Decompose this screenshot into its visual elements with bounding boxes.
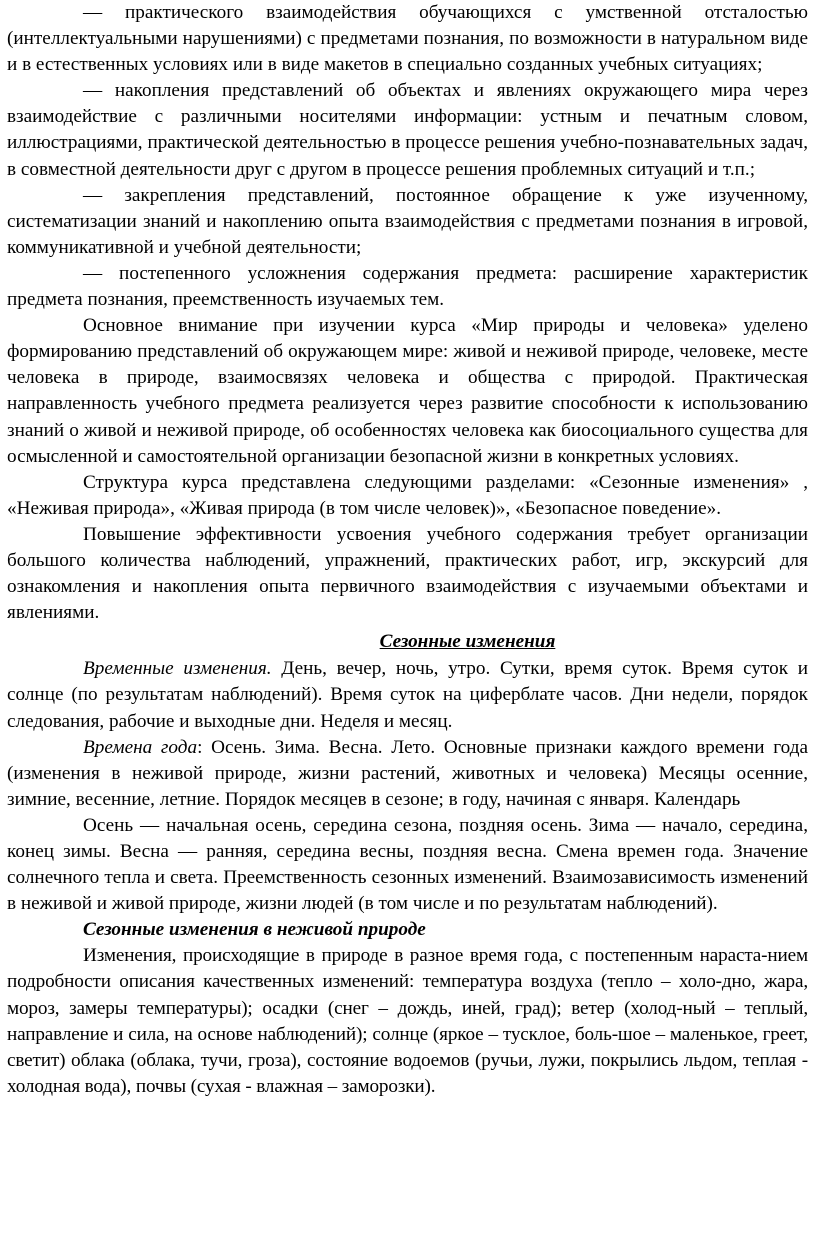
temporal-changes-text: День, вечер, ночь, утро. Сутки, время суток. Время суток и солнце (по результатам наблюдений). Время суток на циферблате часов. Дни недели, порядок следования, рабочие и выходные дни. Неделя и месяц. (7, 658, 808, 732)
paragraph-changes: Изменения, происходящие в природе в разное время года, с постепенным нараста-нием подробности описания качественных изменений: температура воздуха (тепло – холо-дно, жара, мороз, замеры температуры); осадки (снег – дождь, иней, град); ветер (холод-ный – теплый, направление и сила, на основе наблюдений); солнце (яркое – тусклое, боль-шое – маленькое, греет, светит) облака (облака, тучи, гроза), состояние водоемов (ручьи, лужи, покрылись льдом, теплая - холодная вода), почвы (сухая - влажная – заморозки). (7, 945, 808, 1097)
paragraph-accumulation: — накопления представлений об объектах и явлениях окружающего мира через взаимодействие с различными носителями информации: устным и печатным словом, иллюстрациями, практической деятельностью в процессе решения учебно-познавательных задач, в совместной деятельности друг с другом в процессе решения проблемных ситуаций и т.п.; (7, 80, 808, 180)
paragraph-practical-interaction: — практического взаимодействия обучающихся с умственной отсталостью (интеллектуальными нарушениями) с предметами познания, по возможности в натуральном виде и в естественных условиях или в виде макетов в специально созданных учебных ситуациях; (7, 2, 808, 76)
paragraph-consolidation: — закрепления представлений, постоянное обращение к уже изученному, систематизации знаний и накоплению опыта взаимодействия с предметами познания в игровой, коммуникативной и учебной деятельности; (7, 184, 808, 258)
section-heading: Сезонные изменения (379, 631, 556, 653)
paragraph-temporal-changes (7, 656, 808, 734)
paragraph-seasons (7, 735, 808, 813)
paragraph-efficiency: Повышение эффективности усвоения учебного содержания требует организации большого количества наблюдений, упражнений, практических работ, игр, экскурсий для ознакомления и накопления опыта первичного взаимодействия с изучаемыми объектами и явлениями. (7, 523, 808, 624)
paragraph-complication: — постепенного усложнения содержания предмета: расширение характеристик предмета познания, преемственность изучаемых тем. (7, 262, 808, 311)
temporal-changes-label: Временные изменения. (83, 658, 272, 680)
paragraph-autumn: Осень — начальная осень, середина сезона, поздняя осень. Зима — начало, середина, конец зимы. Весна — ранняя, середина весны, поздняя весна. Смена времен года. Значение солнечного тепла и света. Преемственность сезонных изменений. Взаимозависимость изменений в неживой и живой природе, жизни людей (в том числе и по результатам наблюдений). (7, 814, 808, 915)
paragraph-main-attention: Основное внимание при изучении курса «Мир природы и человека» уделено формированию представлений об окружающем мире: живой и неживой природе, человеке, месте человека в природе, взаимосвязях человека и общества с природой. Практическая направленность учебного предмета реализуется через развитие способности к использованию знаний о живой и неживой природе, об особенностях человека как биосоциального существа для осмысленной и самостоятельной организации безопасной жизни в конкретных условиях. (7, 315, 808, 467)
seasons-text: : Осень. Зима. Весна. Лето. Основные признаки каждого времени года (изменения в неживой природе, жизни растений, животных и человека) Месяцы осенние, зимние, весенние, летние. Порядок месяцев в сезоне; в году, начиная с января. Календарь (7, 736, 808, 810)
seasons-label: Времена года (83, 736, 198, 758)
paragraph-course-structure: Структура курса представлена следующими разделами: «Сезонные изменения» , «Неживая природа», «Живая природа (в том числе человек)», «Безопасное поведение». (7, 471, 808, 519)
subheading-inanimate-nature: Сезонные изменения в неживой природе (83, 919, 426, 941)
